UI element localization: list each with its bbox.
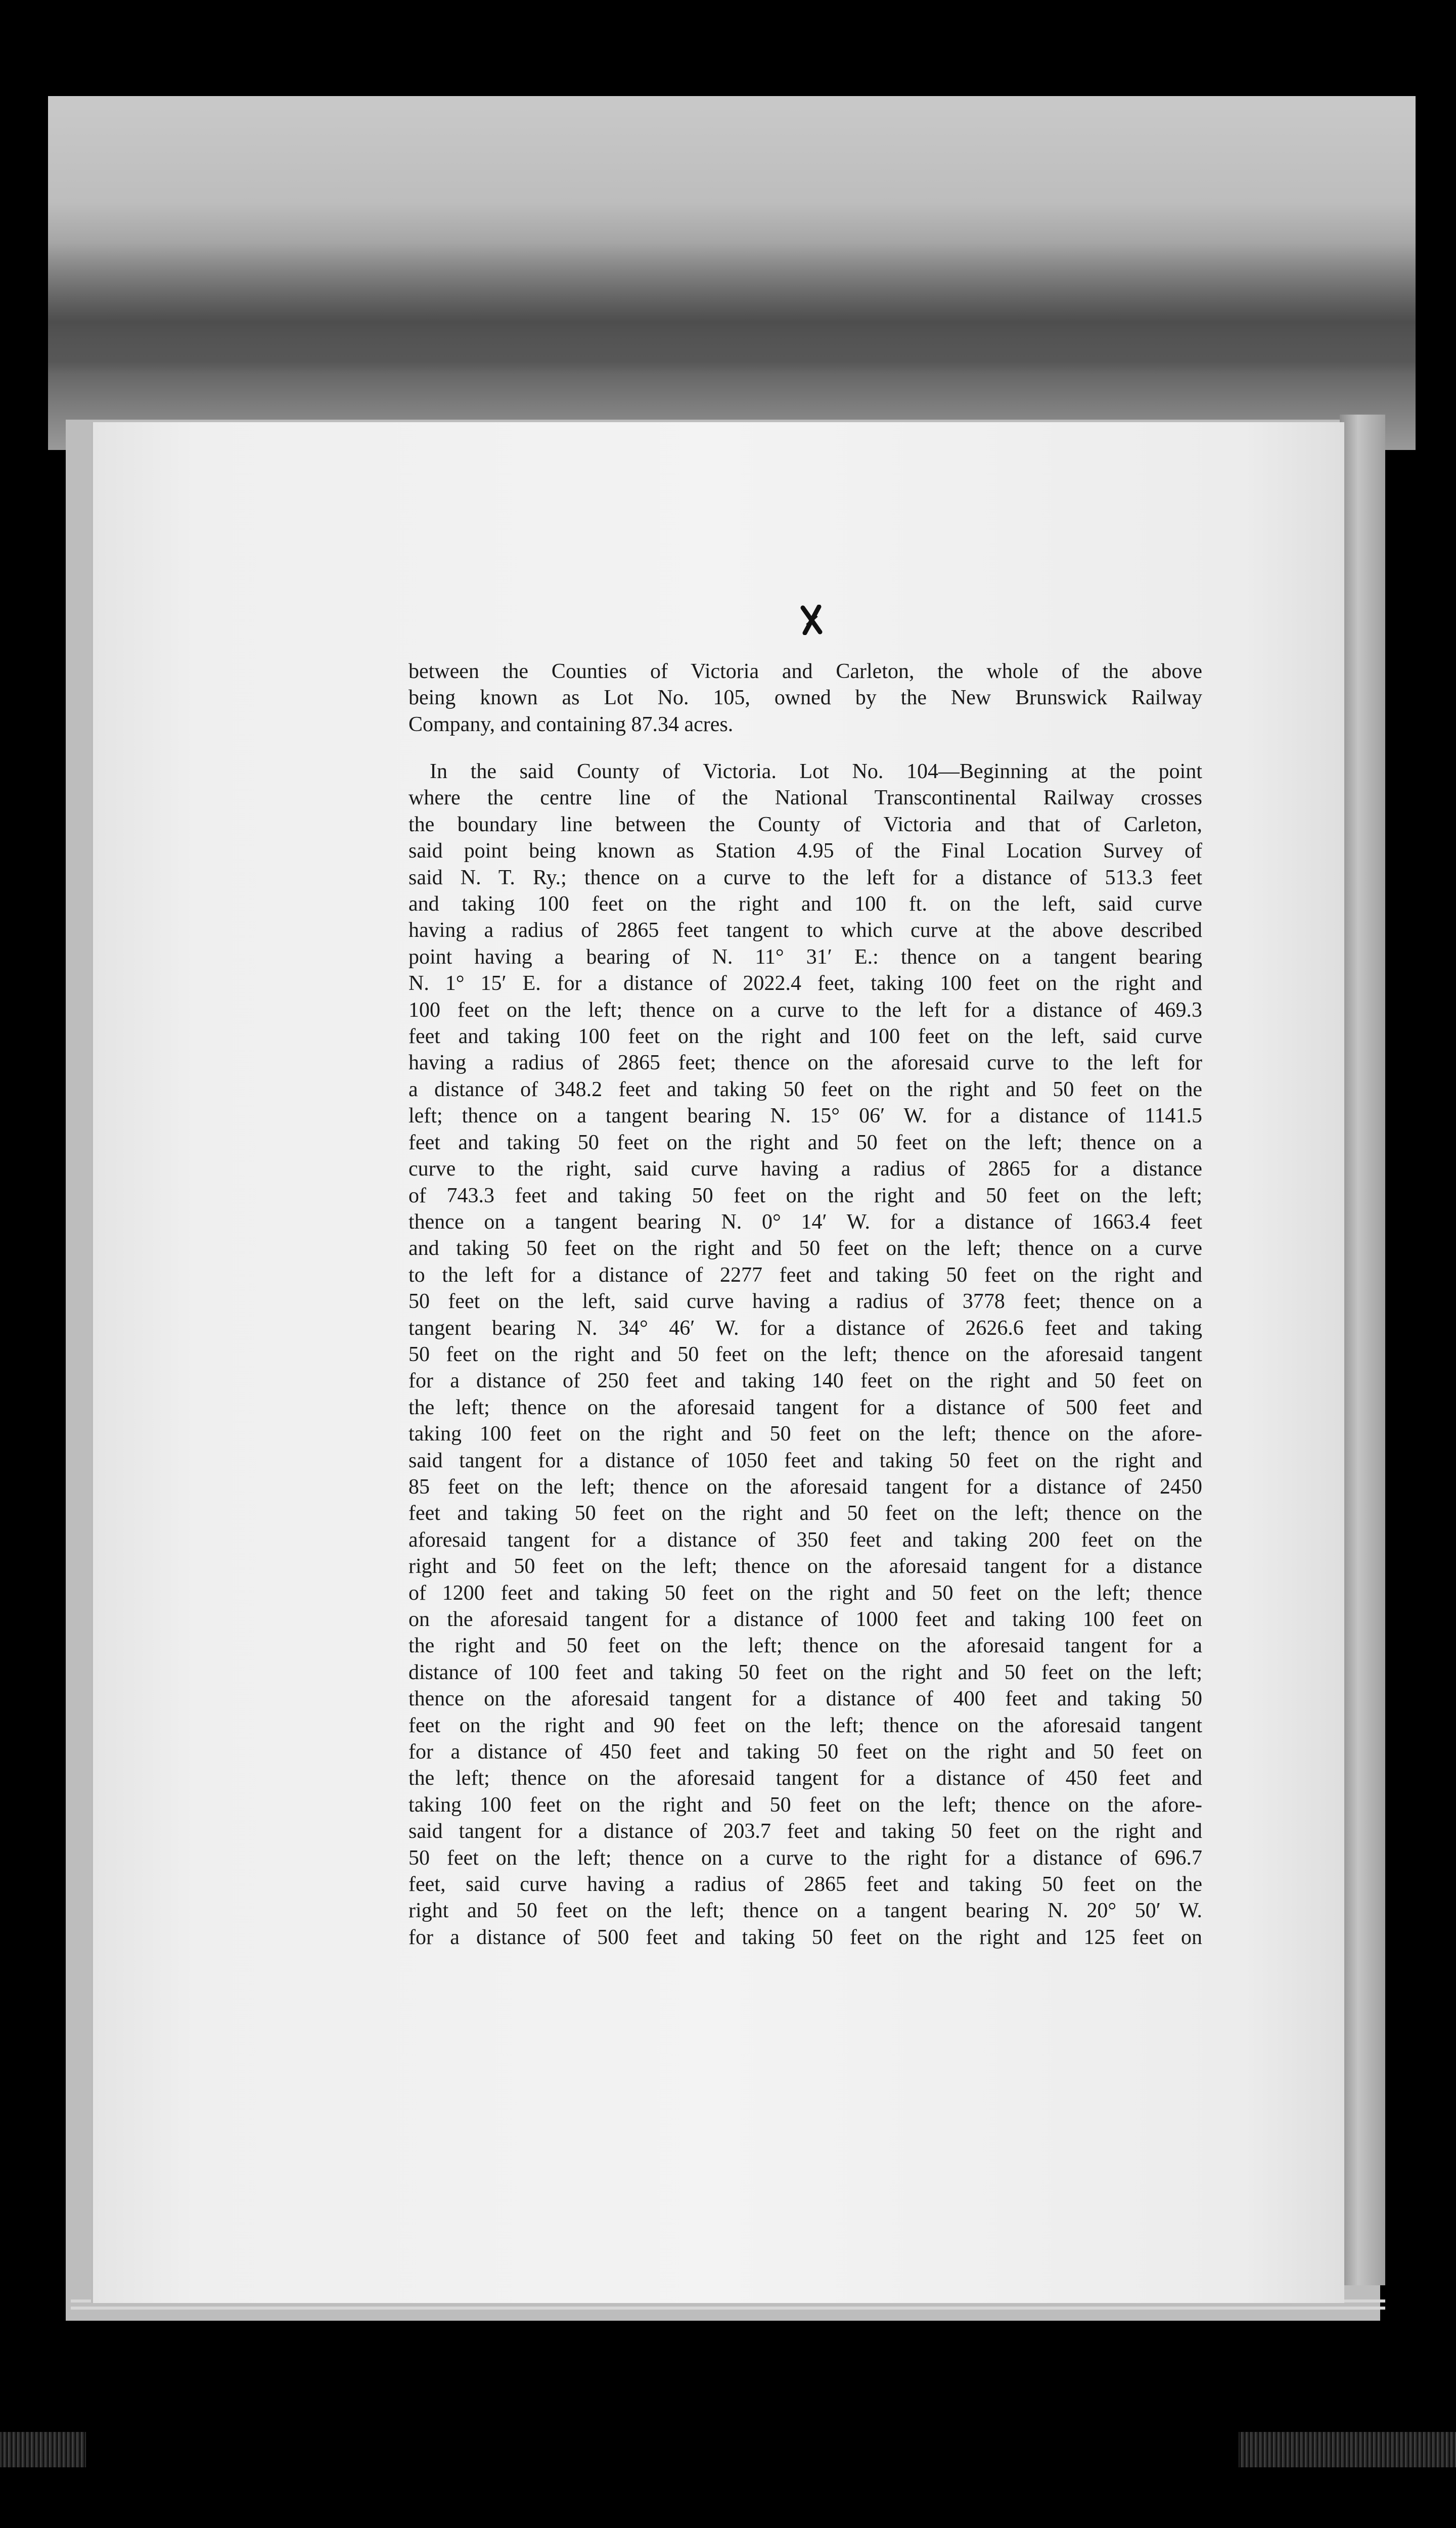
text-line: 50 feet on the left; thence on a curve to the right for a distance of 696.7 (408, 1846, 1202, 1870)
text-line: the right and 50 feet on the left; thence on the aforesaid tangent for a (408, 1634, 1202, 1658)
text-line: Company, and containing 87.34 acres. (408, 712, 734, 736)
text-line: having a radius of 2865 feet; thence on the aforesaid curve to the left for (408, 1051, 1202, 1075)
text-line: between the Counties of Victoria and Carleton, the whole of the above (408, 660, 1202, 683)
text-line: of 743.3 feet and taking 50 feet on the right and 50 feet on the left; (408, 1184, 1202, 1207)
text-line: point having a bearing of N. 11° 31′ E.: thence on a tangent bearing (408, 945, 1202, 969)
text-line: distance of 100 feet and taking 50 feet on the right and 50 feet on the left; (408, 1660, 1202, 1684)
text-line: tangent bearing N. 34° 46′ W. for a distance of 2626.6 feet and taking (408, 1316, 1202, 1340)
text-line: taking 100 feet on the right and 50 feet on the left; thence on the afore- (408, 1422, 1202, 1446)
text-line: being known as Lot No. 105, owned by the New Brunswick Railway (408, 686, 1202, 710)
text-line: feet on the right and 90 feet on the left; thence on the aforesaid tangent (408, 1713, 1202, 1737)
text-line: said point being known as Station 4.95 of the Final Location Survey of (408, 839, 1202, 863)
text-line: curve to the right, said curve having a radius of 2865 for a distance (408, 1157, 1202, 1181)
text-line: thence on the aforesaid tangent for a distance of 400 feet and taking 50 (408, 1687, 1202, 1711)
text-line: the left; thence on the aforesaid tangent for a distance of 500 feet and (408, 1395, 1202, 1419)
text-line: of 1200 feet and taking 50 feet on the right and 50 feet on the left; thence (408, 1581, 1202, 1605)
page-mark-icon (800, 605, 824, 635)
text-line: taking 100 feet on the right and 50 feet on the left; thence on the afore- (408, 1793, 1202, 1817)
page-edge-line (71, 2307, 1385, 2310)
text-line: N. 1° 15′ E. for a distance of 2022.4 feet, taking 100 feet on the right and (408, 972, 1202, 996)
scan-noise-mask (86, 2427, 1239, 2472)
text-line: a distance of 348.2 feet and taking 50 feet on the right and 50 feet on the (408, 1077, 1202, 1101)
paragraph-lot-104 (408, 758, 1202, 1951)
text-line: to the left for a distance of 2277 feet and taking 50 feet on the right and (408, 1263, 1202, 1287)
text-line: said N. T. Ry.; thence on a curve to the left for a distance of 513.3 feet (408, 866, 1202, 889)
text-line: for a distance of 450 feet and taking 50 feet on the right and 50 feet on (408, 1740, 1202, 1764)
text-line: and taking 50 feet on the right and 50 feet on the left; thence on a curve (408, 1237, 1202, 1260)
text-line: feet and taking 100 feet on the right and 100 feet on the left, said curve (408, 1025, 1202, 1049)
page-stack-right-edge (1340, 415, 1385, 2285)
text-line: right and 50 feet on the left; thence on a tangent bearing N. 20° 50′ W. (408, 1899, 1202, 1923)
text-line: on the aforesaid tangent for a distance of 1000 feet and taking 100 feet on (408, 1608, 1202, 1631)
page-fold-shadow (48, 243, 1416, 374)
text-line: said tangent for a distance of 1050 feet and taking 50 feet on the right and (408, 1449, 1202, 1472)
text-line: for a distance of 500 feet and taking 50 feet on the right and 125 feet on (408, 1925, 1202, 1949)
text-line: 50 feet on the right and 50 feet on the left; thence on the aforesaid tangent (408, 1342, 1202, 1366)
paragraph-lot-105 (408, 658, 1202, 738)
text-line: feet and taking 50 feet on the right and 50 feet on the left; thence on a (408, 1131, 1202, 1154)
text-line: the boundary line between the County of Victoria and that of Carleton, (408, 812, 1202, 836)
text-line: 100 feet on the left; thence on a curve to the left for a distance of 469.3 (408, 998, 1202, 1022)
text-line: the left; thence on the aforesaid tangent for a distance of 450 feet and (408, 1767, 1202, 1790)
text-line: thence on a tangent bearing N. 0° 14′ W. for a distance of 1663.4 feet (408, 1210, 1202, 1234)
text-line: left; thence on a tangent bearing N. 15° 06′ W. for a distance of 1141.5 (408, 1104, 1202, 1128)
text-line: right and 50 feet on the left; thence on the aforesaid tangent for a distance (408, 1555, 1202, 1578)
text-line: where the centre line of the National Transcontinental Railway crosses (408, 786, 1202, 810)
text-line: having a radius of 2865 feet tangent to which curve at the above described (408, 919, 1202, 942)
text-line: 50 feet on the left, said curve having a radius of 3778 feet; thence on a (408, 1290, 1202, 1314)
text-line: for a distance of 250 feet and taking 140 feet on the right and 50 feet on (408, 1369, 1202, 1393)
text-line: and taking 100 feet on the right and 100 ft. on the left, said curve (408, 892, 1202, 916)
text-line: aforesaid tangent for a distance of 350 feet and taking 200 feet on the (408, 1528, 1202, 1552)
text-line: 85 feet on the left; thence on the aforesaid tangent for a distance of 2450 (408, 1475, 1202, 1499)
text-line: In the said County of Victoria. Lot No. 104—Beginning at the point (430, 760, 1202, 783)
text-line: feet and taking 50 feet on the right and 50 feet on the left; thence on the (408, 1502, 1202, 1525)
text-line: said tangent for a distance of 203.7 feet and taking 50 feet on the right and (408, 1820, 1202, 1843)
text-line: feet, said curve having a radius of 2865 feet and taking 50 feet on the (408, 1873, 1202, 1897)
